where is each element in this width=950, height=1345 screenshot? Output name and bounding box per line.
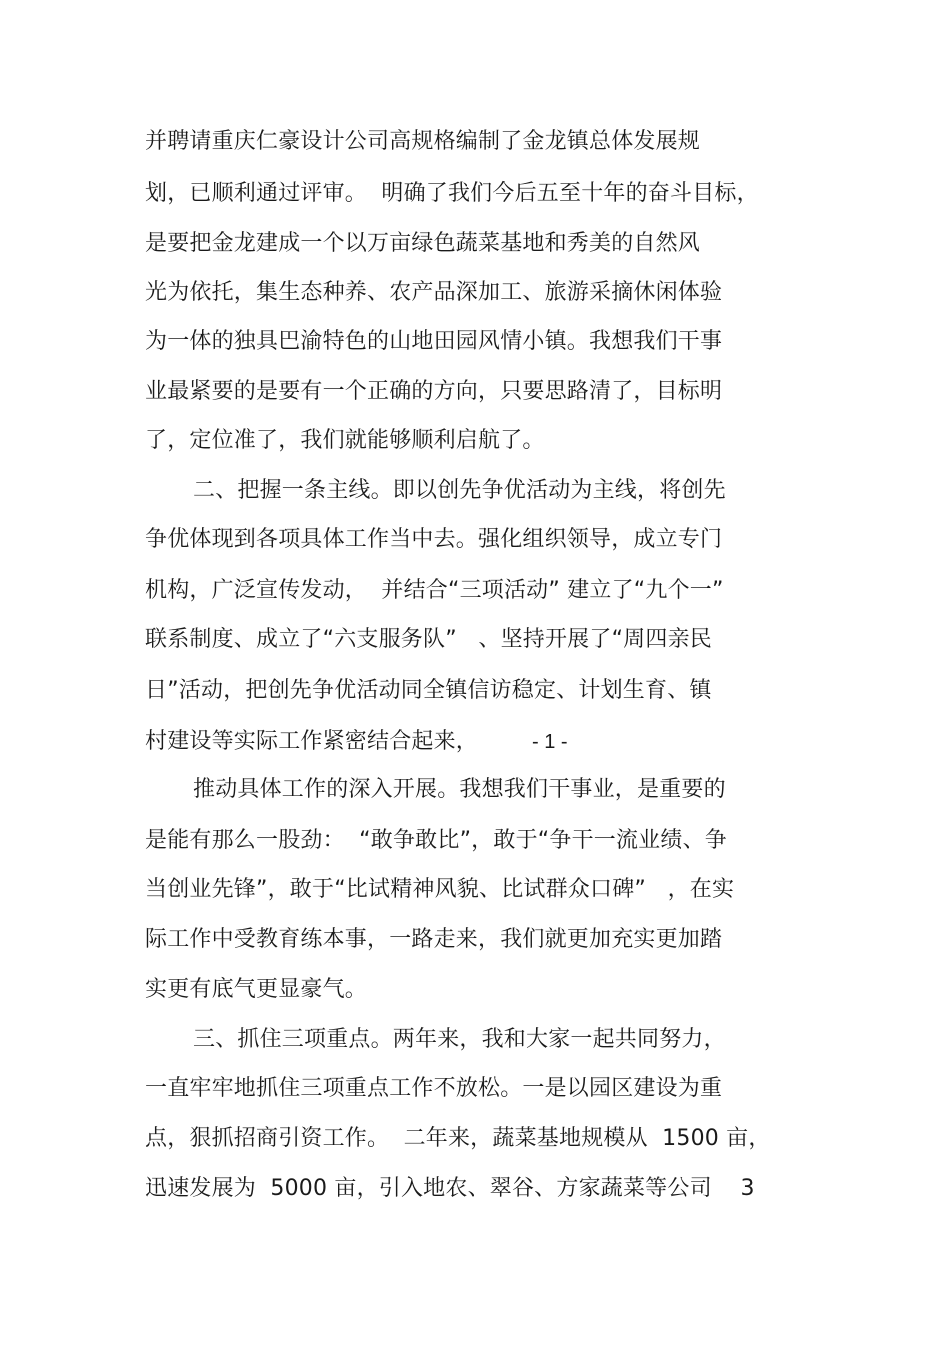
page-number: - 1 - — [532, 731, 568, 753]
text-line: 迅速发展为 5000 亩，引入地农、翠谷、方家蔬菜等公司 3 — [145, 1176, 755, 1201]
text-line: 机构，广泛宣传发动， 并结合“三项活动” 建立了“九个一” — [145, 578, 724, 603]
text-line: 是要把金龙建成一个以万亩绿色蔬菜基地和秀美的自然风 — [145, 231, 701, 256]
text-line: 争优体现到各项具体工作当中去。强化组织领导，成立专门 — [145, 527, 723, 552]
text-line: 业最紧要的是要有一个正确的方向，只要思路清了，目标明 — [145, 379, 723, 404]
text-line: 际工作中受教育练本事，一路走来，我们就更加充实更加踏 — [145, 927, 723, 952]
text-line: 推动具体工作的深入开展。我想我们干事业，是重要的 — [193, 777, 726, 802]
text-line: 是能有那么一股劲： “敢争敢比”，敢于“争干一流业绩、争 — [145, 828, 727, 853]
paragraph-heading-line: 二、把握一条主线。即以创先争优活动为主线，将创先 — [193, 478, 726, 503]
text-line: 划，已顺利通过评审。 明确了我们今后五至十年的奋斗目标， — [145, 181, 759, 206]
text-line: 村建设等实际工作紧密结合起来， — [145, 729, 479, 754]
text-line: 为一体的独具巴渝特色的山地田园风情小镇。我想我们干事 — [145, 329, 723, 354]
text-line: 并聘请重庆仁豪设计公司高规格编制了金龙镇总体发展规 — [145, 129, 701, 154]
text-line: 点，狠抓招商引资工作。 二年来，蔬菜基地规模从 1500 亩， — [145, 1126, 771, 1151]
text-line: 联系制度、成立了“六支服务队” 、坚持开展了“周四亲民 — [145, 627, 712, 652]
text-line: 实更有底气更显豪气。 — [145, 977, 368, 1002]
text-line: 光为依托，集生态种养、农产品深加工、旅游采摘休闲体验 — [145, 280, 723, 305]
text-line: 日”活动，把创先争优活动同全镇信访稳定、计划生育、镇 — [145, 678, 712, 703]
text-line: 当创业先锋”，敢于“比试精神风貌、比试群众口碑” ，在实 — [145, 877, 735, 902]
paragraph-heading-line: 三、抓住三项重点。两年来，我和大家一起共同努力， — [193, 1027, 726, 1052]
text-line: 一直牢牢地抓住三项重点工作不放松。一是以园区建设为重 — [145, 1076, 723, 1101]
text-line: 了，定位准了，我们就能够顺利启航了。 — [145, 428, 545, 453]
